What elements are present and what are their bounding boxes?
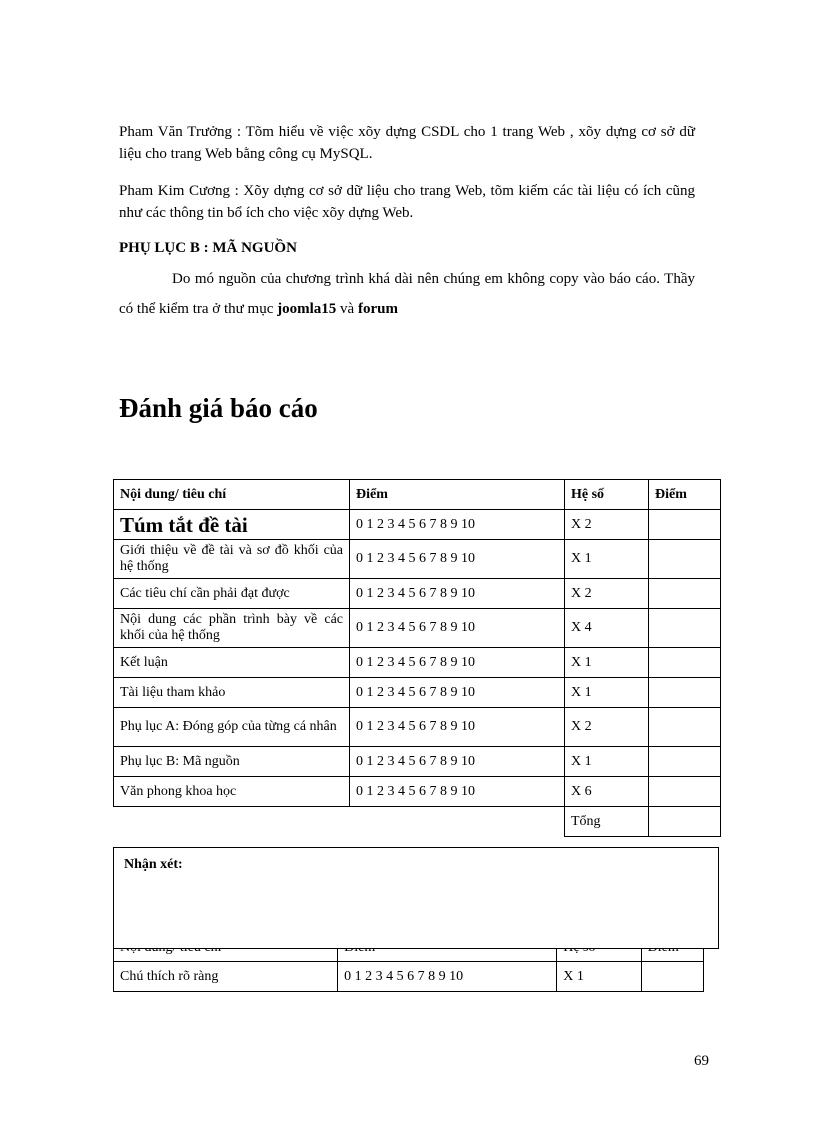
- points-cell[interactable]: [641, 962, 703, 992]
- header-criterion: Nội dung/ tiêu chí: [114, 480, 350, 510]
- appendix-b-paragraph: [119, 264, 695, 324]
- comment-label: Nhận xét:: [124, 857, 183, 872]
- points-cell[interactable]: [649, 540, 721, 579]
- score-scale-cell: 0 1 2 3 4 5 6 7 8 9 10: [350, 609, 565, 648]
- criterion-cell: Túm tắt đề tài: [114, 510, 350, 540]
- total-label: Tổng: [565, 807, 649, 837]
- table-row: [114, 678, 721, 708]
- factor-cell: X 1: [565, 540, 649, 579]
- criterion-cell: Phụ lục B: Mã nguồn: [114, 747, 350, 777]
- table-row: [114, 609, 721, 648]
- evaluation-heading: Đánh giá báo cáo: [119, 393, 318, 423]
- score-scale-cell: 0 1 2 3 4 5 6 7 8 9 10: [350, 678, 565, 708]
- table-header-row: [114, 480, 721, 510]
- points-cell[interactable]: [649, 678, 721, 708]
- score-scale-cell: 0 1 2 3 4 5 6 7 8 9 10: [350, 708, 565, 747]
- points-cell[interactable]: [649, 708, 721, 747]
- points-cell[interactable]: [649, 648, 721, 678]
- table-row: [114, 747, 721, 777]
- factor-cell: X 2: [565, 510, 649, 540]
- score-scale-cell: 0 1 2 3 4 5 6 7 8 9 10: [338, 962, 557, 992]
- score-scale-cell: 0 1 2 3 4 5 6 7 8 9 10: [350, 747, 565, 777]
- factor-cell: X 2: [565, 579, 649, 609]
- points-cell[interactable]: [649, 579, 721, 609]
- table-row: [114, 962, 704, 992]
- table-row: [114, 510, 721, 540]
- table-row: [114, 540, 721, 579]
- header-points: Điểm: [649, 480, 721, 510]
- contribution-paragraph-truong: Pham Văn Trưởng : Tõm hiểu về việc xõy dựng CSDL cho 1 trang Web , xõy dựng cơ sở dữ liệu cho trang Web bằng công cụ MySQL.: [119, 124, 695, 162]
- folder-joomla: joomla15: [277, 301, 337, 317]
- factor-cell: X 1: [565, 648, 649, 678]
- page-number: 69: [694, 1053, 709, 1069]
- comment-box[interactable]: [113, 847, 719, 949]
- folder-forum: forum: [357, 301, 398, 317]
- points-cell[interactable]: [649, 510, 721, 540]
- score-scale-cell: 0 1 2 3 4 5 6 7 8 9 10: [350, 648, 565, 678]
- criterion-cell: Chú thích rõ ràng: [114, 962, 338, 992]
- score-scale-cell: 0 1 2 3 4 5 6 7 8 9 10: [350, 777, 565, 807]
- criterion-cell: Nội dung các phần trình bày về các khối của hệ thống: [114, 609, 350, 648]
- header-score: Điểm: [350, 480, 565, 510]
- appendix-b-heading: PHỤ LỤC B : MÃ NGUỒN: [119, 240, 297, 256]
- header-factor: Hệ số: [565, 480, 649, 510]
- table-row: [114, 777, 721, 807]
- criterion-cell: Giới thiệu về đề tài và sơ đồ khối của hệ thống: [114, 540, 350, 579]
- factor-cell: X 4: [565, 609, 649, 648]
- total-row: [114, 807, 721, 837]
- factor-cell: X 6: [565, 777, 649, 807]
- factor-cell: X 1: [565, 747, 649, 777]
- criterion-cell: Kết luận: [114, 648, 350, 678]
- appendix-and: và: [336, 301, 358, 317]
- score-scale-cell: 0 1 2 3 4 5 6 7 8 9 10: [350, 540, 565, 579]
- points-cell[interactable]: [649, 747, 721, 777]
- criterion-cell: Phụ lục A: Đóng góp của từng cá nhân: [114, 708, 350, 747]
- total-points-cell[interactable]: [649, 807, 721, 837]
- factor-cell: X 2: [565, 708, 649, 747]
- score-scale-cell: 0 1 2 3 4 5 6 7 8 9 10: [350, 579, 565, 609]
- points-cell[interactable]: [649, 609, 721, 648]
- appendix-b-text: Do mó nguồn của chương trình khá dài nên chúng em không copy vào báo cáo. Thầy có thể kiểm tra ở thư mục: [119, 271, 695, 317]
- criterion-cell: Văn phong khoa học: [114, 777, 350, 807]
- score-scale-cell: 0 1 2 3 4 5 6 7 8 9 10: [350, 510, 565, 540]
- points-cell[interactable]: [649, 777, 721, 807]
- criterion-cell: Các tiêu chí cần phải đạt được: [114, 579, 350, 609]
- contribution-paragraph-cuong: Pham Kim Cương : Xõy dựng cơ sở dữ liệu cho trang Web, tõm kiếm các tài liệu có ích cũng như các thông tin bổ ích cho việc xõy dựng Web.: [119, 183, 695, 221]
- criterion-cell: Tài liệu tham khảo: [114, 678, 350, 708]
- table-row: [114, 579, 721, 609]
- evaluation-table: [113, 479, 721, 837]
- table-row: [114, 648, 721, 678]
- factor-cell: X 1: [565, 678, 649, 708]
- table-row: [114, 708, 721, 747]
- factor-cell: X 1: [557, 962, 641, 992]
